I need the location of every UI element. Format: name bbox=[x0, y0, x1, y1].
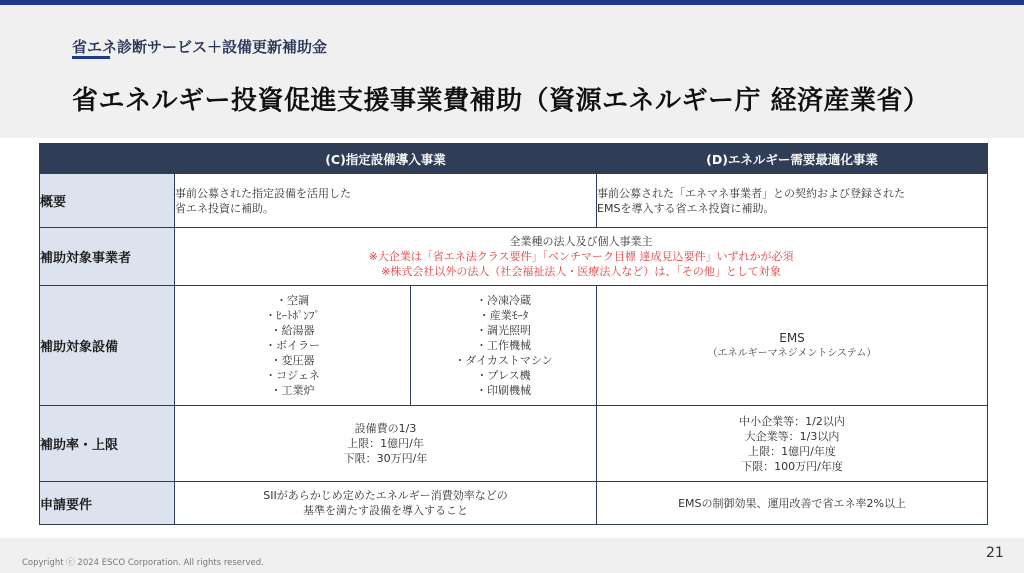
overview-d-line: EMSを導入する省エネ投資に補助。 bbox=[597, 201, 775, 215]
row-header-equipment: 補助対象設備 bbox=[40, 286, 175, 406]
equipment-item: ・工作機械 bbox=[476, 339, 531, 352]
requirements-d-line: EMSの制御効果、運用改善で省エネ率2%以上 bbox=[678, 496, 906, 510]
equipment-item: ・プレス機 bbox=[476, 369, 531, 382]
slide-subtitle: 省エネ診断サービス＋設備更新補助金 bbox=[72, 38, 328, 56]
row-header-requirements: 申請要件 bbox=[40, 482, 175, 525]
equipment-item: ・空調 bbox=[276, 294, 309, 307]
overview-c-line: 事前公募された指定設備を活用した bbox=[175, 186, 351, 200]
requirements-d-cell bbox=[597, 482, 988, 525]
copyright-text: Copyright ⓒ 2024 ESCO Corporation. All rights reserved. bbox=[22, 558, 264, 568]
requirements-c-cell bbox=[175, 482, 597, 525]
ems-description: （エネルギーマネジメントシステム） bbox=[707, 347, 877, 359]
subtitle-underline bbox=[72, 56, 110, 59]
requirements-c-line: 基準を満たす設備を導入すること bbox=[303, 504, 468, 517]
slide-title: 省エネルギー投資促進支援事業費補助（資源エネルギー庁 経済産業省） bbox=[72, 86, 930, 116]
rate-c-line: 設備費の1/3 bbox=[354, 422, 417, 435]
equipment-item: ・給湯器 bbox=[270, 324, 315, 337]
rate-c-cell bbox=[175, 406, 597, 482]
rate-d-line: 上限：1億円/年度 bbox=[748, 444, 836, 458]
requirements-c-line: SIIがあらかじめ定めたエネルギー消費効率などの bbox=[263, 489, 508, 502]
rate-d-line: 下限：100万円/年度 bbox=[741, 459, 843, 473]
equipment-item: ・印刷機械 bbox=[476, 384, 531, 397]
eligible-note: ※大企業は「省エネ法クラス要件」「ベンチマーク目標 達成見込要件」いずれかが必須 bbox=[368, 250, 794, 263]
column-header-c: (C)指定設備導入事業 bbox=[175, 144, 597, 174]
equipment-d-cell bbox=[597, 286, 988, 406]
equipment-c-right bbox=[411, 286, 597, 406]
column-header-d: (D)エネルギー需要最適化事業 bbox=[597, 144, 988, 174]
equipment-item: ・冷凍冷蔵 bbox=[476, 294, 531, 307]
rate-c-line: 上限：1億円/年 bbox=[347, 437, 424, 450]
rate-d-line: 中小企業等：1/2以内 bbox=[739, 414, 845, 428]
equipment-item: ・工業炉 bbox=[270, 384, 315, 397]
row-header-eligible: 補助対象事業者 bbox=[40, 228, 175, 286]
rate-c-line: 下限：30万円/年 bbox=[343, 452, 428, 465]
overview-c-cell bbox=[175, 174, 597, 228]
eligible-line: 全業種の法人及び個人事業主 bbox=[509, 235, 653, 248]
equipment-item: ・産業ﾓｰﾀ bbox=[478, 309, 529, 322]
rate-d-line: 大企業等：1/3以内 bbox=[744, 429, 840, 443]
page-number: 21 bbox=[986, 545, 1004, 561]
eligible-note: ※株式会社以外の法人（社会福祉法人・医療法人など）は、「その他」として対象 bbox=[381, 265, 781, 278]
eligible-cell bbox=[175, 228, 988, 286]
equipment-item: ・コジェネ bbox=[265, 369, 320, 382]
subsidy-table bbox=[39, 143, 988, 525]
overview-d-cell bbox=[597, 174, 988, 228]
ems-label: EMS bbox=[779, 330, 805, 345]
equipment-item: ・変圧器 bbox=[270, 354, 315, 367]
equipment-item: ・ダイカストマシン bbox=[454, 354, 553, 367]
overview-d-line: 事前公募された「エネマネ事業者」との契約および登録された bbox=[597, 186, 906, 200]
equipment-c-left bbox=[175, 286, 411, 406]
equipment-item: ・調光照明 bbox=[476, 324, 531, 337]
row-header-overview: 概要 bbox=[40, 174, 175, 228]
overview-c-line: 省エネ投資に補助。 bbox=[175, 201, 274, 215]
table-corner bbox=[40, 144, 175, 174]
rate-d-cell bbox=[597, 406, 988, 482]
slide-header bbox=[0, 5, 1024, 138]
equipment-item: ・ボイラー bbox=[265, 339, 320, 352]
row-header-rate: 補助率・上限 bbox=[40, 406, 175, 482]
equipment-item: ・ﾋｰﾄﾎﾟﾝﾌﾟ bbox=[265, 309, 320, 322]
